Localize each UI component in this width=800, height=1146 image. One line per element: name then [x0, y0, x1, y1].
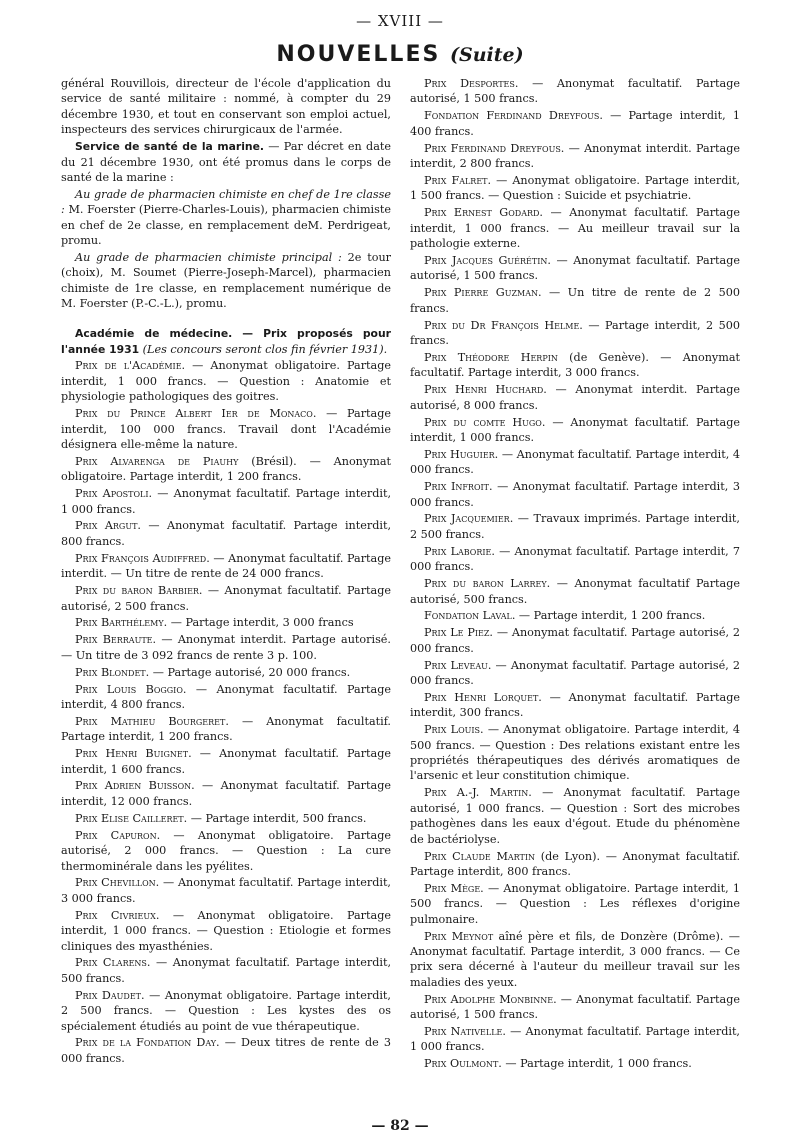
section-heading: Académie de médecine. — Prix proposés pour l'année 1931	[61, 327, 391, 356]
prize-entry	[410, 544, 740, 575]
prize-entry	[410, 1024, 740, 1055]
prize-details: — Anonymat facultatif. Partage interdit, 1 200 francs.	[61, 714, 391, 744]
prize-details: — Anonymat interdit. Partage autorisé, 8 000 francs.	[410, 383, 740, 412]
prize-entry	[61, 988, 391, 1034]
prize-details: — Anonymat facultatif. Partage autorisé, 2 000 francs.	[410, 658, 740, 688]
prize-name: Prix Ernest Godard.	[424, 206, 543, 220]
prize-entry	[410, 722, 740, 784]
prize-details: (Brésil). — Anonymat obligatoire. Partage interdit, 1 200 francs.	[61, 454, 391, 484]
prize-entry	[410, 658, 740, 689]
prize-entry	[61, 682, 391, 713]
prize-details: — Anonymat facultatif. Partage autorisé, 1 000 francs. — Question : Sort des microbes pathogènes dans les eaux d'égout. Etude du phénomène de bactériolyse.	[410, 786, 740, 846]
prize-details: — Anonymat facultatif. Partage autorisé, 1 500 francs.	[410, 253, 740, 283]
prize-name: Prix du comte Hugo.	[424, 415, 546, 429]
prize-name: Prix A.-J. Martin.	[424, 786, 532, 800]
prize-name: Prix Nativelle.	[424, 1024, 506, 1038]
prize-details: — Anonymat facultatif. Partage interdit, 1 600 francs.	[61, 747, 391, 776]
prize-details: — Anonymat facultatif. Partage interdit, 1 000 francs.	[410, 415, 740, 444]
prize-details: — Anonymat obligatoire. Partage interdit, 1 000 francs. — Question : Etiologie et formes cliniques des myasthénies.	[61, 908, 391, 953]
prize-name: Prix Mège.	[424, 881, 484, 895]
prize-entry	[61, 486, 391, 517]
prize-details: — Partage interdit, 100 000 francs. Travail dont l'Académie désignera elle-même la nature.	[61, 407, 391, 451]
prize-entry	[410, 625, 740, 656]
prize-name: Prix Infroit.	[424, 480, 493, 494]
prize-name: Prix du Prince Albert Ier de Monaco.	[75, 407, 317, 421]
grade-heading: Au grade de pharmacien chimiste principal :	[75, 250, 342, 264]
prize-entry	[61, 955, 391, 986]
paragraph: général Rouvillois, directeur de l'école d'application du service de santé militaire : nommé, à compter du 29 décembre 1930, et tout en conservant son emploi actuel, inspecteurs des services chirurgicaux de l'armée.	[61, 77, 391, 137]
prize-name: Prix Pierre Guzman.	[424, 286, 542, 300]
prize-name: Prix Daudet.	[75, 988, 145, 1002]
prize-entry	[410, 415, 740, 446]
prize-entry	[61, 551, 391, 582]
prize-entry	[61, 358, 391, 404]
prize-name: Prix Meynot	[424, 929, 494, 943]
prize-name: Prix Chevillon.	[75, 876, 160, 890]
prize-details: — Anonymat obligatoire. Partage interdit, 4 500 francs. — Question : Des relations existant entre les propriétés thérapeutiques des dérivés aromatiques de l'arsenic et leur constitution chimique.	[410, 723, 740, 783]
prize-name: Prix François Audiffred.	[75, 551, 210, 565]
prize-entry	[410, 608, 740, 623]
section-gap	[61, 313, 391, 326]
prize-details: — Anonymat facultatif. Partage interdit, 3 000 francs.	[61, 876, 391, 905]
prize-details: — Anonymat interdit. Partage interdit, 2 800 francs.	[410, 141, 740, 171]
prize-entry	[410, 929, 740, 991]
prize-name: Prix Le Piez.	[424, 626, 493, 640]
prize-name: Prix Capuron.	[75, 828, 161, 842]
prize-details: — Anonymat facultatif. Partage interdit, 1 000 francs.	[410, 1024, 740, 1054]
paragraph-text: (Les concours seront clos fin février 1931).	[139, 342, 388, 356]
prize-entry	[61, 665, 391, 680]
paragraph	[61, 250, 391, 312]
prize-entry	[61, 615, 391, 630]
prize-details: — Anonymat facultatif. Partage interdit, 4 800 francs.	[61, 682, 391, 711]
prize-entry	[61, 518, 391, 549]
prize-name: Fondation Ferdinand Dreyfous.	[424, 109, 603, 123]
prize-entry	[61, 828, 391, 874]
prize-name: Prix Adolphe Monbinne.	[424, 992, 557, 1006]
prize-details: — Anonymat facultatif. Partage autorisé, 2 500 francs.	[61, 584, 392, 613]
prize-name: Prix du baron Larrey.	[424, 577, 551, 591]
prize-details: — Anonymat facultatif. Partage interdit, 300 francs.	[410, 690, 740, 720]
prize-details: — Partage interdit, 500 francs.	[187, 811, 367, 825]
paragraph-text: 2e tour (choix), M. Soumet (Pierre-Joseph-Marcel), pharmacien chimiste de 1re classe, en remplacement numérique de M. Foerster (P.-C.-L.), promu.	[61, 250, 391, 311]
prize-details: (de Lyon). — Anonymat facultatif. Partage interdit, 800 francs.	[410, 849, 741, 878]
prize-name: Prix du Dr François Helme.	[424, 318, 583, 332]
paragraph	[61, 326, 391, 357]
prize-name: Prix Apostoli.	[75, 487, 153, 501]
prize-name: Prix Théodore Herpin	[424, 350, 558, 364]
paragraph	[61, 139, 391, 185]
prize-entry	[410, 881, 740, 927]
section-heading: Service de santé de la marine.	[75, 140, 265, 154]
prize-details: — Anonymat facultatif Partage autorisé, 500 francs.	[410, 577, 740, 606]
prize-entry	[410, 108, 740, 139]
prize-entry	[410, 511, 740, 542]
prize-entry	[410, 992, 740, 1023]
prize-name: Prix Louis Boggio.	[75, 682, 187, 696]
prize-name: Prix Henri Lorquet.	[424, 690, 542, 704]
prize-details: — Deux titres de rente de 3 000 francs.	[61, 1036, 391, 1065]
prize-name: Prix Huguier.	[424, 447, 499, 461]
prize-entry	[410, 690, 740, 721]
prize-entry	[410, 205, 740, 251]
prize-name: Prix Claude Martin	[424, 849, 536, 863]
prize-name: Prix Argut.	[75, 519, 141, 533]
prize-details: — Partage interdit, 1 000 francs.	[501, 1057, 692, 1071]
prize-entry	[61, 746, 391, 777]
prize-entry	[410, 141, 740, 172]
prize-details: — Anonymat facultatif. Partage interdit, 12 000 francs.	[61, 779, 391, 808]
grade-heading: Au grade de pharmacien chimiste en chef de 1re classe :	[61, 187, 391, 217]
prize-entry	[410, 350, 740, 381]
prize-details: — Anonymat obligatoire. Partage interdit, 1 500 francs. — Question : Les réflexes d'origine pulmonaire.	[410, 881, 741, 926]
prize-details: — Anonymat facultatif. Partage autorisé, 1 500 francs.	[410, 992, 740, 1022]
prize-details: — Anonymat obligatoire. Partage autorisé, 2 000 francs. — Question : La cure thermominérale dans les pyélites.	[61, 828, 391, 873]
left-column	[61, 76, 391, 1068]
prize-name: Prix Mathieu Bourgeret.	[75, 714, 229, 728]
prize-name: Prix Barthélemy.	[75, 616, 168, 630]
prize-details: — Anonymat facultatif. Partage interdit, 4 000 francs.	[410, 447, 740, 477]
prize-details: — Anonymat facultatif. Partage autorisé, 1 500 francs.	[410, 77, 740, 106]
prize-name: Prix Oulmont.	[424, 1057, 502, 1071]
title-suite: (Suite)	[450, 44, 524, 66]
prize-entry	[61, 1035, 391, 1066]
page-title	[0, 42, 800, 67]
prize-details: — Anonymat facultatif. Partage interdit, 3 000 francs.	[410, 480, 740, 509]
prize-details: — Anonymat facultatif. Partage interdit, 800 francs.	[61, 519, 392, 548]
prize-entry	[61, 778, 391, 809]
prize-name: Prix Louis.	[424, 723, 484, 737]
prize-details: — Travaux imprimés. Partage interdit, 2 500 francs.	[410, 512, 740, 541]
prize-name: Prix Henri Buignet.	[75, 747, 192, 761]
prize-name: Prix Desportes.	[424, 77, 519, 90]
prize-details: (de Genève). — Anonymat facultatif. Partage interdit, 3 000 francs.	[410, 350, 741, 380]
prize-entry	[410, 785, 740, 847]
prize-name: Prix Leveau.	[424, 658, 492, 672]
title-main: NOUVELLES	[276, 42, 441, 67]
prize-name: Prix Civrieux.	[75, 908, 160, 922]
prize-details: — Un titre de rente de 2 500 francs.	[410, 286, 740, 315]
prize-entry	[61, 632, 391, 663]
prize-name: Prix Falret.	[424, 173, 492, 187]
right-column	[410, 76, 740, 1073]
prize-entry	[61, 583, 391, 614]
prize-details: — Partage interdit, 1 200 francs.	[515, 609, 706, 623]
prize-entry	[61, 406, 391, 452]
prize-name: Prix Alvarenga de Piauhy	[75, 454, 239, 468]
prize-name: Prix Jacquemier.	[424, 512, 514, 526]
prize-details: — Anonymat obligatoire. Partage interdit, 2 500 francs. — Question : Les kystes des os spécialement étudiés au point de vue thérapeutique.	[61, 988, 391, 1033]
prize-list	[61, 358, 391, 1066]
prize-details: — Anonymat facultatif. Partage interdit, 7 000 francs.	[410, 544, 740, 574]
prize-details: — Anonymat interdit. Partage autorisé. — Un titre de 3 092 francs de rente 3 p. 100.	[61, 633, 391, 662]
prize-entry	[410, 318, 740, 349]
paragraph	[61, 187, 391, 249]
prize-entry	[61, 714, 391, 745]
prize-details: — Anonymat facultatif. Partage interdit. — Un titre de rente de 24 000 francs.	[61, 551, 391, 581]
prize-details: — Partage interdit, 1 400 francs.	[410, 109, 740, 138]
prize-details: — Anonymat facultatif. Partage interdit, 1 000 francs. — Au meilleur travail sur la pathologie externe.	[410, 206, 741, 251]
prize-name: Prix de la Fondation Day.	[75, 1036, 220, 1050]
prize-details: — Anonymat obligatoire. Partage interdit, 1 500 francs. — Question : Suicide et psychiatrie.	[410, 173, 740, 203]
prize-details: — Partage interdit, 3 000 francs	[167, 616, 354, 630]
prize-details: — Anonymat facultatif. Partage autorisé, 2 000 francs.	[410, 626, 740, 655]
prize-name: Prix Berraute.	[75, 633, 157, 647]
prize-details: — Anonymat obligatoire. Partage interdit, 1 000 francs. — Question : Anatomie et physiologie pathologiques des goitres.	[61, 359, 391, 404]
prize-entry	[410, 382, 740, 413]
prize-entry	[410, 76, 740, 107]
prize-name: Prix de l'Académie.	[75, 359, 186, 373]
prize-entry	[410, 447, 740, 478]
prize-name: Prix Ferdinand Dreyfous.	[424, 141, 565, 155]
prize-entry	[61, 908, 391, 954]
prize-entry	[61, 875, 391, 906]
paragraph-text: — Par décret en date du 21 décembre 1930, ont été promus dans le corps de santé de la marine :	[61, 140, 392, 184]
prize-name: Prix Adrien Buisson.	[75, 779, 195, 793]
paragraph-text: M. Foerster (Pierre-Charles-Louis), pharmacien chimiste en chef de 2e classe, en remplacement deM. Perdrigeat, promu.	[61, 203, 391, 248]
prize-entry	[410, 576, 740, 607]
prize-entry	[410, 253, 740, 284]
prize-name: Prix Clarens.	[75, 956, 151, 970]
prize-name: Prix du baron Barbier.	[75, 584, 203, 598]
prize-name: Prix Elise Cailleret.	[75, 811, 188, 825]
prize-details: — Anonymat facultatif. Partage interdit, 1 000 francs.	[61, 487, 392, 516]
page-number-roman: — XVIII —	[356, 12, 444, 30]
prize-name: Prix Henri Huchard.	[424, 383, 547, 397]
prize-name: Fondation Laval.	[424, 609, 516, 623]
prize-details: — Partage interdit, 2 500 francs.	[410, 318, 740, 347]
prize-entry	[410, 1056, 740, 1071]
prize-details: — Anonymat facultatif. Partage interdit, 500 francs.	[61, 956, 392, 985]
prize-name: Prix Blondet.	[75, 665, 150, 679]
prize-entry	[61, 811, 391, 826]
prize-entry	[410, 479, 740, 510]
prize-entry	[61, 454, 391, 485]
page-number: — 82 —	[371, 1118, 429, 1134]
prize-name: Prix Laborie.	[424, 544, 495, 558]
prize-entry	[410, 173, 740, 204]
prize-name: Prix Jacques Guérétin.	[424, 253, 551, 267]
prize-entry	[410, 849, 740, 880]
prize-entry	[410, 285, 740, 316]
prize-details: aîné père et fils, de Donzère (Drôme). — Anonymat facultatif. Partage interdit, 3 000 francs. — Ce prix sera décerné à l'auteur du meilleur travail sur les maladies des yeux.	[410, 929, 740, 989]
prize-details: — Partage autorisé, 20 000 francs.	[149, 665, 351, 679]
prize-list	[410, 76, 740, 1072]
